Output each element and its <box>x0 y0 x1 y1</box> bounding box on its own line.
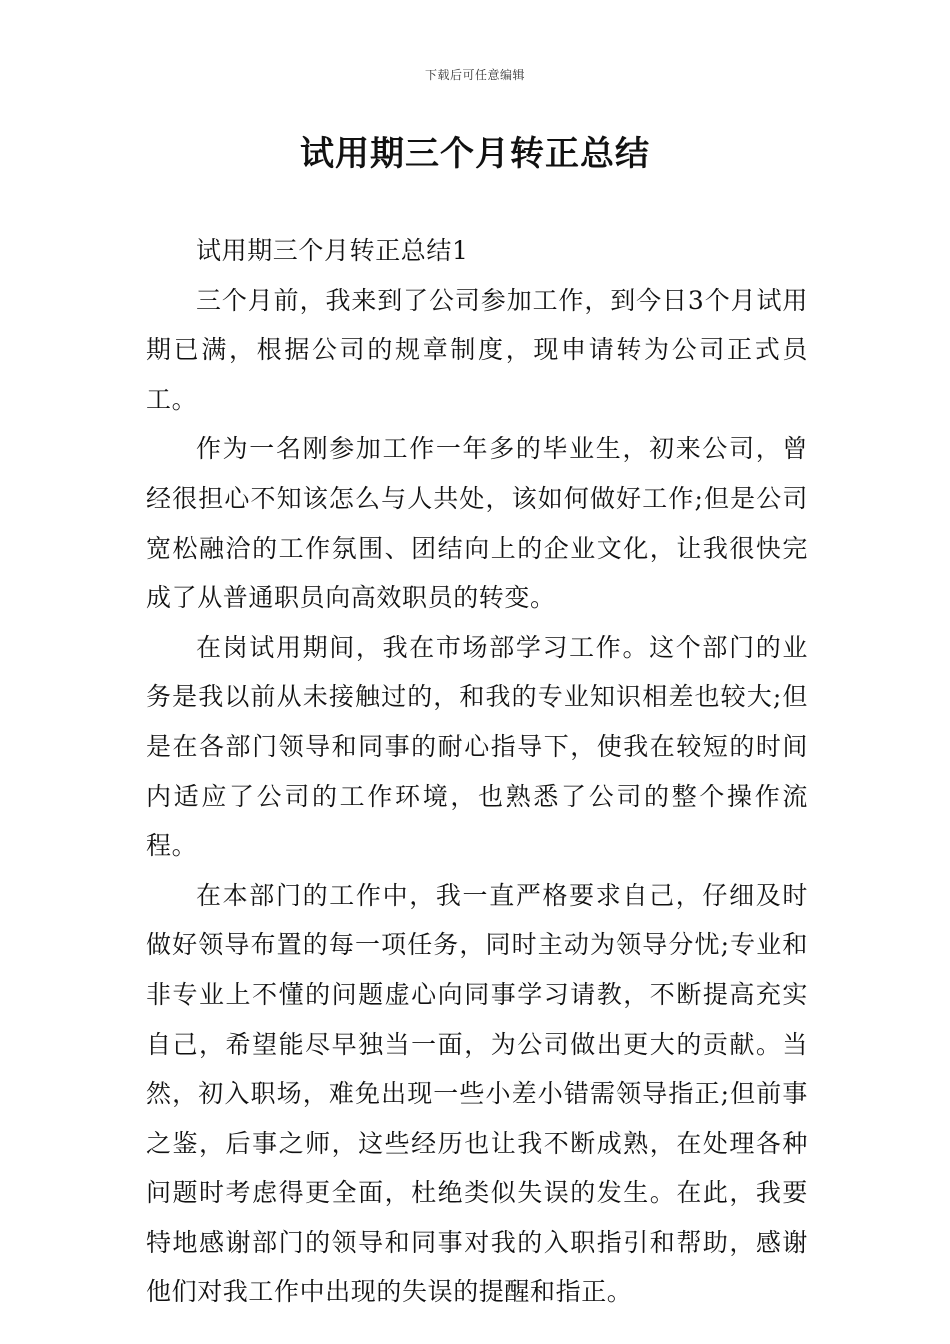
document-body <box>146 226 808 1317</box>
paragraph: 在本部门的工作中，我一直严格要求自己，仔细及时做好领导布置的每一项任务，同时主动为领导分忧;专业和非专业上不懂的问题虚心向同事学习请教，不断提高充实自己，希望能尽早独当一面，为公司做出更大的贡献。当然，初入职场，难免出现一些小差小错需领导指正;但前事之鉴，后事之师，这些经历也让我不断成熟，在处理各种问题时考虑得更全面，杜绝类似失误的发生。在此，我要特地感谢部门的领导和同事对我的入职指引和帮助，感谢他们对我工作中出现的失误的提醒和指正。 <box>146 880 808 1307</box>
paragraph: 在岗试用期间，我在市场部学习工作。这个部门的业务是我以前从未接触过的，和我的专业知识相差也较大;但是在各部门领导和同事的耐心指导下，使我在较短的时间内适应了公司的工作环境，也熟悉了公司的整个操作流程。 <box>146 632 808 861</box>
document-title: 试用期三个月转正总结 <box>300 134 650 174</box>
section-heading: 试用期三个月转正总结1 <box>196 236 469 265</box>
paragraph: 三个月前，我来到了公司参加工作，到今日3个月试用期已满，根据公司的规章制度，现申请转为公司正式员工。 <box>146 285 808 414</box>
paragraph: 作为一名刚参加工作一年多的毕业生，初来公司，曾经很担心不知该怎么与人共处，该如何做好工作;但是公司宽松融洽的工作氛围、团结向上的企业文化，让我很快完成了从普通职员向高效职员的转变。 <box>146 434 808 613</box>
header-note: 下载后可任意编辑 <box>424 68 525 82</box>
